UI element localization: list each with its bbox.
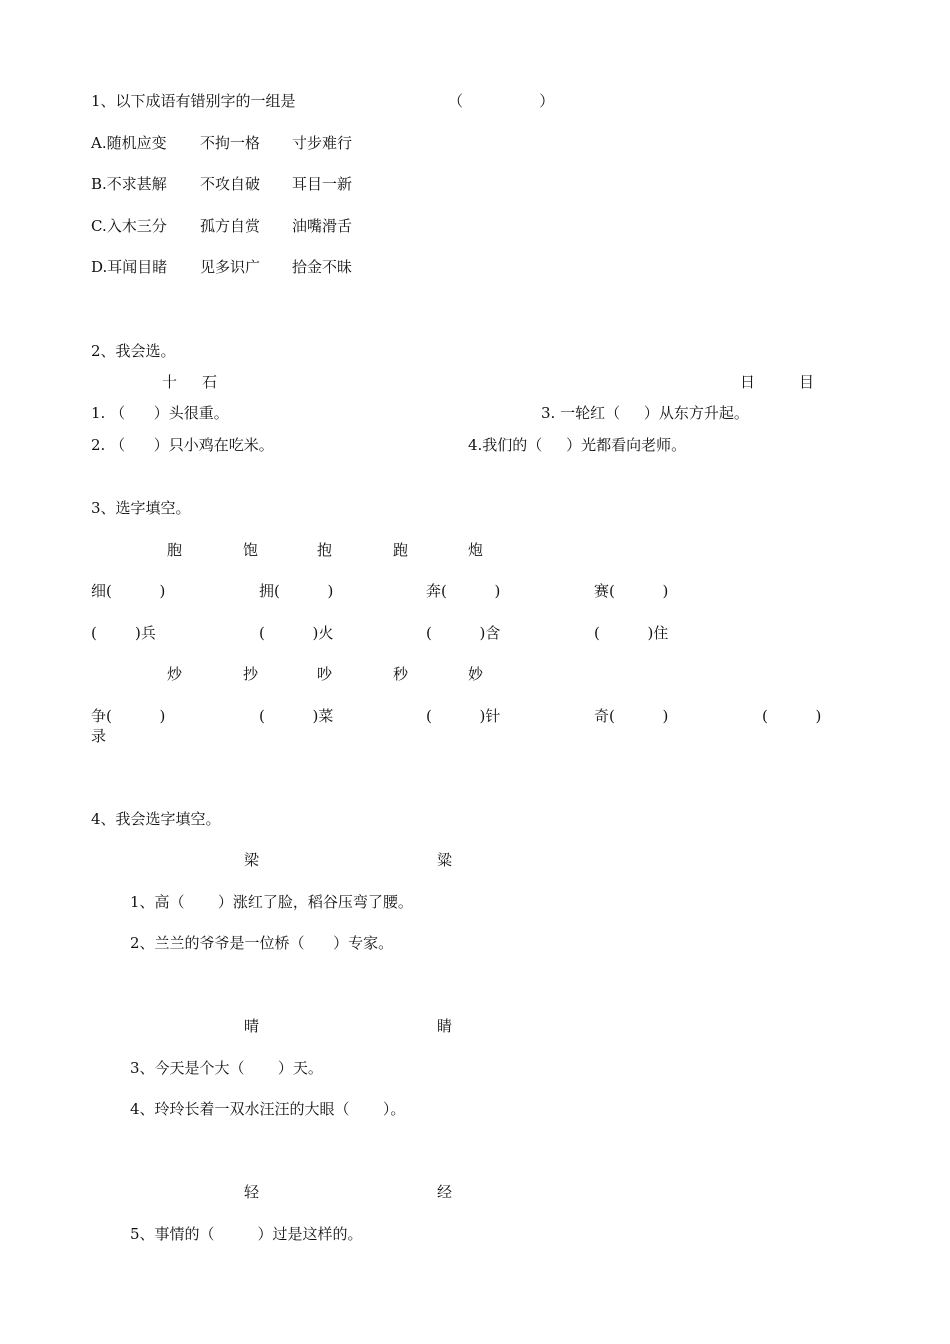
q2-choice-mu: 目 (799, 373, 815, 391)
q3-g1-r1-1: 细( ) (91, 582, 166, 600)
q1-option-b-word3: 耳目一新 (292, 175, 353, 193)
q2-item-1: 1. （ ）头很重。 (91, 404, 229, 422)
q4-set3-char2: 经 (437, 1183, 453, 1201)
q3-g2-r1-2: ( )菜 (259, 707, 334, 725)
q1-option-d-word2: 见多识广 (200, 258, 261, 276)
q3-g1-r2-4: ( )住 (594, 624, 669, 642)
q3-char-chao2: 抄 (243, 665, 259, 683)
q2-title: 2、我会选。 (91, 342, 176, 360)
q4-set2-char1: 晴 (244, 1017, 260, 1035)
q4-set1-char2: 粱 (437, 851, 453, 869)
q4-set3-char1: 轻 (244, 1183, 260, 1201)
q3-g2-r1-4: 奇( ) (594, 707, 669, 725)
q4-set2-char2: 睛 (437, 1017, 453, 1035)
q3-g1-r2-1: ( )兵 (91, 624, 156, 642)
q3-g1-r1-3: 奔( ) (426, 582, 501, 600)
q3-g2-r1-3: ( )针 (426, 707, 501, 725)
q1-answer-blank: （ ） (448, 92, 555, 110)
q3-char-pao2: 炮 (468, 541, 484, 559)
q3-char-pao1: 跑 (393, 541, 409, 559)
q1-option-b-word2: 不攻自破 (200, 175, 261, 193)
q3-char-bao2: 饱 (243, 541, 259, 559)
q4-sentence-2: 2、兰兰的爷爷是一位桥（ ）专家。 (130, 934, 394, 952)
q3-char-miao1: 秒 (393, 665, 409, 683)
q2-item-3: 3. 一轮红（ ）从东方升起。 (541, 404, 749, 422)
q1-title: 1、以下成语有错别字的一组是 (91, 92, 296, 110)
q1-option-a: A.随机应变 (91, 134, 167, 152)
q1-option-a-word3: 寸步难行 (292, 134, 353, 152)
q1-option-c: C.入木三分 (91, 217, 167, 235)
q3-char-chao1: 炒 (167, 665, 183, 683)
q1-option-c-word3: 油嘴滑舌 (292, 217, 353, 235)
q4-sentence-3: 3、今天是个大（ ）天。 (130, 1059, 323, 1077)
q4-sentence-5: 5、事情的（ ）过是这样的。 (130, 1225, 363, 1243)
q3-char-bao3: 抱 (317, 541, 333, 559)
q2-choice-ri: 日 (740, 373, 756, 391)
q2-choice-shi: 十 (162, 373, 178, 391)
q3-g1-r1-2: 拥( ) (259, 582, 334, 600)
q1-option-a-word2: 不拘一格 (200, 134, 261, 152)
q2-item-2: 2. （ ）只小鸡在吃米。 (91, 436, 274, 454)
q3-char-bao1: 胞 (167, 541, 183, 559)
q4-set1-char1: 梁 (244, 851, 260, 869)
q3-g2-tail: 录 (91, 727, 107, 745)
q3-g2-r1-1: 争( ) (91, 707, 166, 725)
q2-choice-shi-stone: 石 (202, 373, 218, 391)
q3-char-miao2: 妙 (468, 665, 484, 683)
q1-option-c-word2: 孤方自赏 (200, 217, 261, 235)
q3-char-chao3: 吵 (317, 665, 333, 683)
q3-g1-r2-2: ( )火 (259, 624, 334, 642)
q2-item-4: 4.我们的（ ）光都看向老师。 (468, 436, 687, 454)
q1-option-b: B.不求甚解 (91, 175, 167, 193)
q4-title: 4、我会选字填空。 (91, 810, 221, 828)
q3-g1-r1-4: 赛( ) (594, 582, 669, 600)
q3-g1-r2-3: ( )含 (426, 624, 501, 642)
q4-sentence-4: 4、玲玲长着一双水汪汪的大眼（ ）。 (130, 1100, 406, 1118)
q3-title: 3、选字填空。 (91, 499, 191, 517)
q1-option-d-word3: 拾金不昧 (292, 258, 353, 276)
q3-g2-r1-5: ( ) (762, 707, 822, 725)
q1-option-d: D.耳闻目睹 (91, 258, 168, 276)
q4-sentence-1: 1、高（ ）涨红了脸，稻谷压弯了腰。 (130, 893, 413, 911)
